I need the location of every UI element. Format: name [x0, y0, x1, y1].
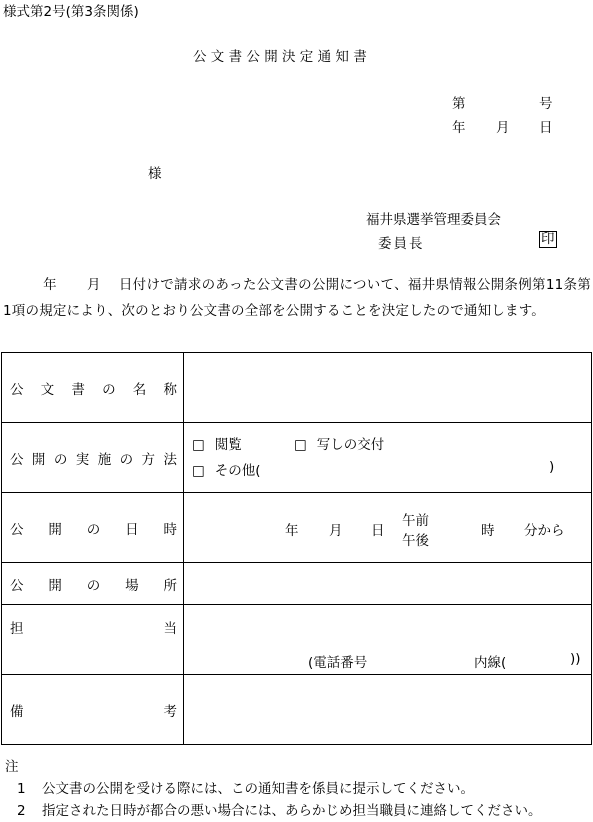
- phone-label: (電話番号: [308, 655, 368, 671]
- label-contact: 担 当: [2, 605, 184, 675]
- document-title: 公文書公開決定通知書: [193, 49, 371, 65]
- value-disclosure-datetime: 年 月 日 午前 午後 時 分から: [184, 493, 592, 563]
- value-disclosure-place[interactable]: [184, 563, 592, 605]
- label-disclosure-datetime: 公 開 の 日 時: [2, 493, 184, 563]
- disclosure-table: [1, 352, 592, 745]
- recipient-suffix: 様: [148, 166, 162, 182]
- extension-close: )): [570, 651, 581, 667]
- value-remarks[interactable]: [184, 675, 592, 745]
- notes-section: [5, 756, 542, 822]
- notice-paragraph: [3, 272, 591, 324]
- date-year-label: 年: [452, 120, 466, 136]
- row-disclosure-datetime: [2, 493, 592, 563]
- checkbox-copy-icon[interactable]: □: [294, 437, 307, 453]
- option-other-close: ): [549, 459, 555, 475]
- label-remarks: 備 考: [2, 675, 184, 745]
- option-view[interactable]: □ 閲覧: [192, 437, 242, 453]
- pm-label[interactable]: 午後: [402, 533, 429, 549]
- body-text: 日付けで請求のあった公文書の公開について、福井県情報公開条例第11条第1項の規定により、次のとおり公文書の全部を公開することを決定したので通知します。: [3, 277, 591, 319]
- row-remarks: [2, 675, 592, 745]
- label-disclosure-method: 公 開 の 実 施 の 方 法: [2, 423, 184, 493]
- doc-number-suffix: 号: [539, 96, 553, 112]
- value-disclosure-method: [184, 423, 592, 493]
- issuer-position: 委員長: [378, 236, 425, 252]
- label-document-name: 公 文 書 の 名 称: [2, 353, 184, 423]
- extension-label: 内線(: [474, 655, 507, 671]
- note-item: 2 指定された日時が都合の悪い場合には、あらかじめ担当職員に連絡してください。: [17, 803, 542, 819]
- notes-heading: 注: [5, 759, 19, 775]
- issuer-organization: 福井県選挙管理委員会: [366, 212, 501, 228]
- note-item: 1 公文書の公開を受ける際には、この通知書を係員に提示してください。: [17, 781, 474, 797]
- value-contact: [184, 605, 592, 675]
- date-month-label: 月: [496, 120, 510, 136]
- checkbox-view-icon[interactable]: □: [192, 437, 205, 453]
- seal-mark: 印: [541, 231, 555, 247]
- date-day-label: 日: [539, 120, 553, 136]
- label-disclosure-place: 公 開 の 場 所: [2, 563, 184, 605]
- body-year-label: 年: [43, 277, 57, 293]
- value-document-name[interactable]: [184, 353, 592, 423]
- am-label[interactable]: 午前: [402, 513, 429, 529]
- form-number: 様式第2号(第3条関係): [3, 4, 139, 20]
- row-disclosure-place: [2, 563, 592, 605]
- body-month-label: 月: [86, 277, 101, 293]
- row-contact: [2, 605, 592, 675]
- row-document-name: [2, 353, 592, 423]
- row-disclosure-method: [2, 423, 592, 493]
- option-other[interactable]: □ その他(: [192, 463, 261, 479]
- doc-number-prefix: 第: [452, 96, 466, 112]
- option-copy[interactable]: □ 写しの交付: [294, 437, 385, 453]
- checkbox-other-icon[interactable]: □: [192, 463, 205, 479]
